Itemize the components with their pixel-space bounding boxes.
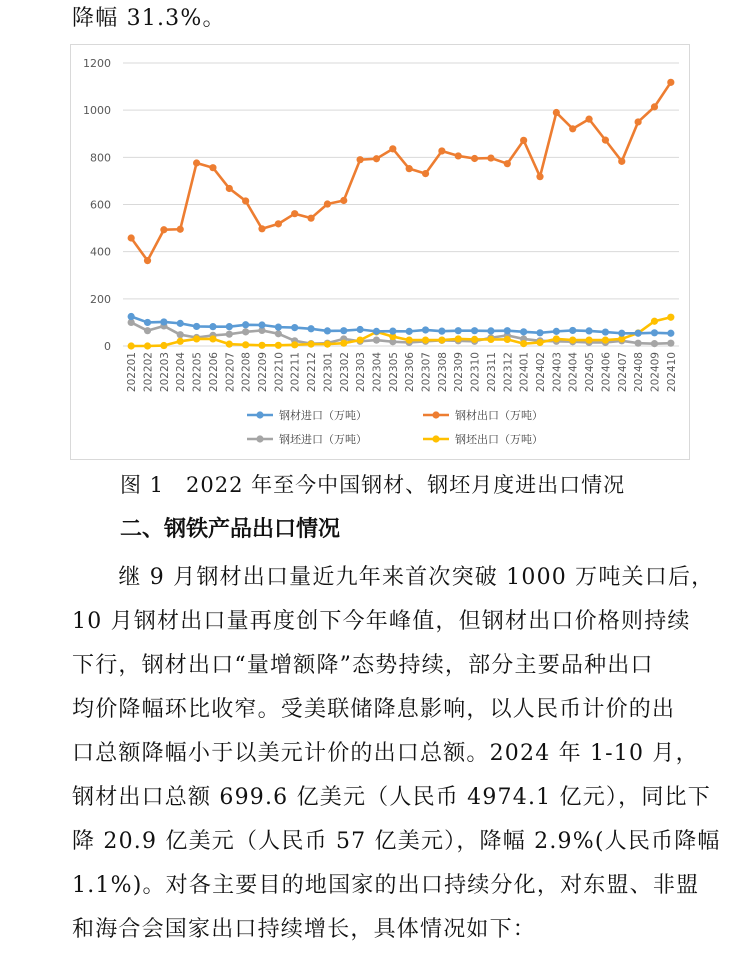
data-point <box>160 226 167 233</box>
x-tick-label: 202303 <box>355 352 368 393</box>
y-tick-label: 0 <box>104 340 111 353</box>
data-point <box>487 154 494 161</box>
data-point <box>242 321 249 328</box>
data-point <box>455 327 462 334</box>
data-point <box>487 336 494 343</box>
paragraph-line: 和海合会国家出口持续增长，具体情况如下： <box>72 917 537 942</box>
data-point <box>226 331 233 338</box>
data-point <box>258 321 265 328</box>
data-point <box>258 225 265 232</box>
x-tick-label: 202201 <box>126 352 139 393</box>
x-tick-label: 202307 <box>420 352 433 393</box>
data-point <box>667 314 674 321</box>
x-tick-label: 202308 <box>436 352 449 393</box>
y-tick-label: 200 <box>90 292 111 306</box>
data-point <box>177 320 184 327</box>
x-tick-label: 202407 <box>616 352 629 393</box>
data-point <box>504 160 511 167</box>
data-point <box>651 103 658 110</box>
x-tick-label: 202211 <box>289 352 302 393</box>
x-tick-label: 202208 <box>240 352 253 393</box>
data-point <box>275 324 282 331</box>
x-tick-label: 202207 <box>224 352 237 393</box>
x-tick-label: 202404 <box>567 352 580 393</box>
x-tick-label: 202304 <box>371 352 384 393</box>
x-tick-label: 202410 <box>665 352 678 393</box>
x-tick-label: 202409 <box>649 352 662 393</box>
paragraph-line: 下行，钢材出口“量增额降”态势持续，部分主要品种出口 <box>72 653 654 678</box>
data-point <box>422 170 429 177</box>
data-point <box>602 328 609 335</box>
x-tick-label: 202301 <box>322 352 335 393</box>
legend-marker <box>256 411 263 418</box>
data-point <box>242 341 249 348</box>
data-point <box>455 335 462 342</box>
data-point <box>177 226 184 233</box>
data-point <box>635 340 642 347</box>
data-point <box>226 341 233 348</box>
data-point <box>487 327 494 334</box>
data-point <box>585 327 592 334</box>
x-tick-label: 202212 <box>306 352 319 393</box>
x-tick-label: 202309 <box>453 352 466 393</box>
data-point <box>160 342 167 349</box>
chart-container <box>70 44 690 460</box>
x-tick-label: 202306 <box>404 352 417 393</box>
data-point <box>438 147 445 154</box>
data-point <box>307 341 314 348</box>
data-point <box>438 337 445 344</box>
data-point <box>128 234 135 241</box>
series-line <box>131 82 671 260</box>
data-point <box>357 326 364 333</box>
y-tick-label: 1200 <box>83 57 111 70</box>
data-point <box>471 327 478 334</box>
data-point <box>193 335 200 342</box>
data-point <box>144 327 151 334</box>
y-tick-label: 800 <box>90 151 111 165</box>
data-point <box>177 338 184 345</box>
data-point <box>553 328 560 335</box>
data-point <box>373 337 380 344</box>
data-point <box>340 197 347 204</box>
x-tick-label: 202403 <box>551 351 564 393</box>
data-point <box>177 331 184 338</box>
x-tick-label: 202305 <box>387 352 400 393</box>
data-point <box>651 340 658 347</box>
data-point <box>144 342 151 349</box>
paragraph-line: 钢材出口总额 699.6 亿美元（人民币 4974.1 亿元），同比下 <box>72 785 711 810</box>
paragraph-line: 10 月钢材出口量再度创下今年峰值，但钢材出口价格则持续 <box>72 609 691 634</box>
data-point <box>536 339 543 346</box>
data-point <box>291 324 298 331</box>
data-point <box>422 337 429 344</box>
paragraph-line: 口总额降幅小于以美元计价的出口总额。2024 年 1-10 月， <box>72 741 699 766</box>
data-point <box>258 342 265 349</box>
data-point <box>651 318 658 325</box>
data-point <box>324 200 331 207</box>
data-point <box>536 329 543 336</box>
data-point <box>357 156 364 163</box>
data-point <box>569 125 576 132</box>
data-point <box>307 215 314 222</box>
x-tick-label: 202205 <box>191 352 204 393</box>
data-point <box>193 159 200 166</box>
data-point <box>520 340 527 347</box>
y-tick-label: 400 <box>90 245 111 259</box>
data-point <box>406 165 413 172</box>
data-point <box>635 118 642 125</box>
x-tick-label: 202312 <box>502 352 515 393</box>
data-point <box>504 327 511 334</box>
data-point <box>357 337 364 344</box>
data-point <box>667 79 674 86</box>
x-tick-label: 202408 <box>633 352 646 393</box>
data-point <box>635 330 642 337</box>
x-tick-label: 202210 <box>273 352 286 393</box>
data-point <box>406 337 413 344</box>
data-point <box>324 327 331 334</box>
data-point <box>667 340 674 347</box>
data-point <box>307 325 314 332</box>
legend-entry: 钢材进口（万吨） <box>279 409 367 422</box>
x-tick-label: 202311 <box>485 352 498 393</box>
data-point <box>340 340 347 347</box>
data-point <box>667 330 674 337</box>
y-tick-label: 600 <box>90 198 111 212</box>
data-point <box>438 328 445 335</box>
data-point <box>471 336 478 343</box>
legend-marker <box>432 435 439 442</box>
data-point <box>389 328 396 335</box>
line-chart <box>71 45 689 459</box>
y-tick-label: 1000 <box>83 104 111 118</box>
x-tick-label: 202202 <box>142 352 155 393</box>
paragraph-line: 继 9 月钢材出口量近九年来首次突破 1000 万吨关口后， <box>72 565 715 590</box>
data-point <box>144 319 151 326</box>
data-point <box>422 326 429 333</box>
x-tick-label: 202310 <box>469 352 482 393</box>
data-point <box>291 210 298 217</box>
legend-entry: 钢坯出口（万吨） <box>455 433 543 446</box>
x-tick-label: 202302 <box>338 352 351 393</box>
data-point <box>406 328 413 335</box>
figure-caption: 图 1 2022 年至今中国钢材、钢坯月度进出口情况 <box>120 473 626 497</box>
data-point <box>226 185 233 192</box>
x-tick-label: 202203 <box>158 352 171 393</box>
x-tick-label: 202406 <box>600 352 613 393</box>
top-text: 降幅 31.3%。 <box>72 6 226 31</box>
x-tick-label: 202209 <box>257 352 269 393</box>
data-point <box>373 155 380 162</box>
data-point <box>569 337 576 344</box>
x-tick-label: 202402 <box>535 352 547 393</box>
data-point <box>209 164 216 171</box>
paragraph-line: 均价降幅环比收窄。受美联储降息影响，以人民币计价的出 <box>72 697 676 722</box>
data-point <box>209 335 216 342</box>
x-tick-label: 202405 <box>584 352 597 393</box>
data-point <box>585 116 592 123</box>
data-point <box>602 137 609 144</box>
data-point <box>569 327 576 334</box>
data-point <box>291 341 298 348</box>
data-point <box>455 152 462 159</box>
data-point <box>324 341 331 348</box>
data-point <box>553 335 560 342</box>
data-point <box>651 329 658 336</box>
data-point <box>389 145 396 152</box>
data-point <box>160 318 167 325</box>
data-point <box>275 330 282 337</box>
data-point <box>520 137 527 144</box>
legend-marker <box>432 411 439 418</box>
data-point <box>618 158 625 165</box>
data-point <box>373 328 380 335</box>
x-tick-label: 202401 <box>518 352 531 393</box>
data-point <box>193 323 200 330</box>
data-point <box>602 337 609 344</box>
paragraph-line: 降 20.9 亿美元（人民币 57 亿美元），降幅 2.9%(人民币降幅 <box>72 829 721 854</box>
x-tick-label: 202206 <box>207 352 220 393</box>
data-point <box>144 257 151 264</box>
data-point <box>275 220 282 227</box>
x-tick-label: 202204 <box>175 352 188 393</box>
data-point <box>340 327 347 334</box>
paragraph-line: 1.1%)。对各主要目的地国家的出口持续分化，对东盟、非盟 <box>72 873 700 898</box>
data-point <box>128 342 135 349</box>
data-point <box>209 323 216 330</box>
legend-marker <box>256 435 263 442</box>
section-heading: 二、钢铁产品出口情况 <box>120 517 341 542</box>
data-point <box>520 328 527 335</box>
data-point <box>242 328 249 335</box>
legend-entry: 钢坯进口（万吨） <box>279 433 367 446</box>
data-point <box>128 313 135 320</box>
data-point <box>536 173 543 180</box>
data-point <box>585 337 592 344</box>
data-point <box>553 109 560 116</box>
data-point <box>242 197 249 204</box>
data-point <box>618 330 625 337</box>
legend-entry: 钢材出口（万吨） <box>455 409 543 422</box>
data-point <box>226 323 233 330</box>
data-point <box>471 155 478 162</box>
data-point <box>504 336 511 343</box>
data-point <box>275 342 282 349</box>
